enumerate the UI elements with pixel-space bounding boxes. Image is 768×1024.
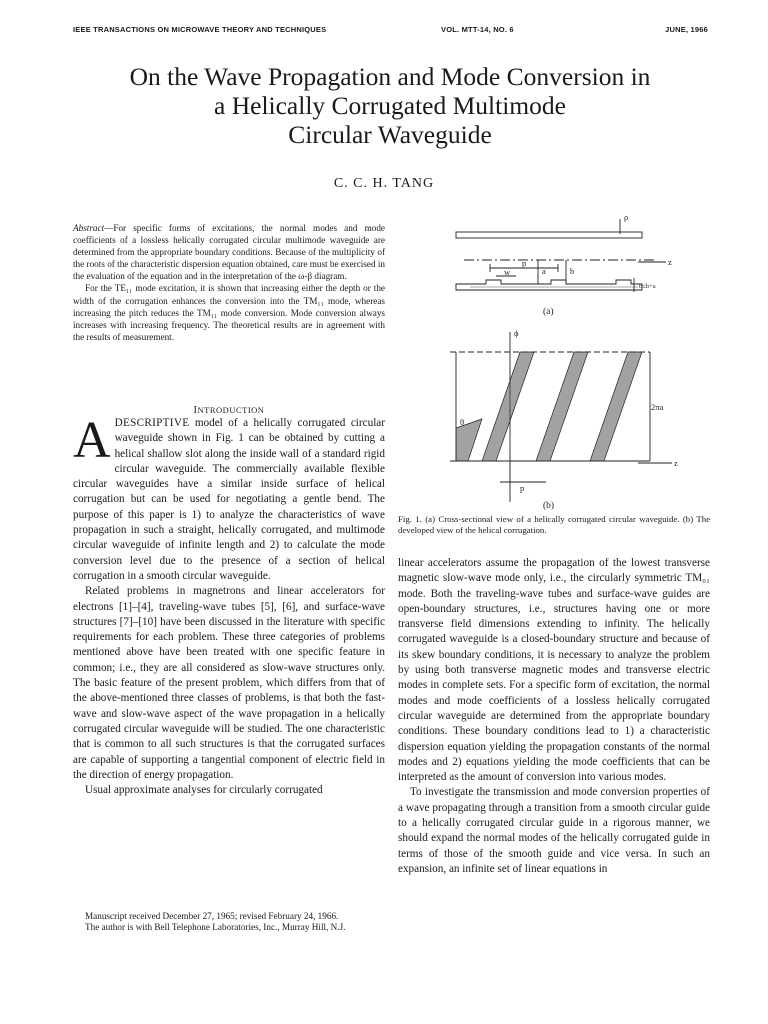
- lower-wall-corrugated: [456, 280, 642, 290]
- label-b: b: [570, 266, 575, 276]
- fig-label-a: (a): [543, 307, 554, 317]
- footnote-affiliation: The author is with Bell Telephone Laboratories, Inc., Murray Hill, N.J.: [85, 922, 346, 932]
- author-name: C. C. H. TANG: [333, 176, 435, 191]
- abstract-para-1: [73, 222, 385, 282]
- corrugation-stripes: [456, 352, 642, 461]
- section-heading-introduction: [73, 405, 385, 416]
- label-z-b: z: [674, 458, 678, 468]
- figure-1-drawing: [398, 214, 710, 512]
- abstract-para-2: For the TE₁₁ mode excitation, it is shown that increasing either the depth or the width of the corrugation enhances the conversion into the TM₁₁ mode, whereas increasing the pitch reduces the TM₁₁ mode conversion. Mode conversion always increases with increasing frequency. The theoretical results are in agreement with the results of measurement.: [73, 283, 385, 342]
- left-column-body: [73, 412, 385, 798]
- abstract-text-1: For specific forms of excitations, the normal modes and mode coefficients of a lossless helically corrugated circular multimode waveguide are determined from the appropriate boundary conditions. Because of the multiplicity of the roots of the characteristic dispersion equation obtained, care must be exercised in the evaluation of the equation and in the interpretation of the ω-β diagram.: [73, 223, 386, 282]
- intro-text-1: model of a helically corrugated circular waveguide shown in Fig. 1 can be obtained by cutting a helical shallow slot along the inside wall of a standard rigid circular waveguide. The commercially available flexible circular waveguides have a similar inside surface of helical corrugation but can be used for negotiating a gentle bend. The purpose of this paper is 1) to analyze the characteristics of wave propagation in such a straight, helically corrugated, and multimode circular waveguide of infinite length and 2) to calculate the mode conversion level due to the presence of a section of helical corrugation in a smooth circular waveguide.: [73, 417, 385, 582]
- stripe-1: [482, 352, 534, 461]
- label-w: w: [504, 267, 511, 277]
- label-rho: ρ: [624, 214, 629, 222]
- label-theta: θ: [460, 417, 465, 427]
- cross-section-view: [456, 219, 666, 292]
- running-header: [73, 25, 708, 37]
- label-bsb: b≤b+a: [639, 283, 656, 290]
- title-line-1: On the Wave Propagation and Mode Conversion in: [129, 62, 651, 91]
- journal-name: IEEE TRANSACTIONS ON MICROWAVE THEORY AND TECHNIQUES: [73, 25, 327, 34]
- title-line-3: Circular Waveguide: [288, 120, 492, 149]
- footnote-manuscript: Manuscript received December 27, 1965; revised February 24, 1966.: [85, 911, 339, 921]
- title-line-2: a Helically Corrugated Multimode: [214, 91, 566, 120]
- abstract-dash: —: [104, 223, 114, 233]
- intro-lead-word: DESCRIPTIVE: [114, 417, 190, 429]
- label-two-pi-a: 2πa: [651, 402, 664, 412]
- fig-label-b: (b): [543, 501, 555, 511]
- label-z-a: z: [668, 257, 672, 267]
- right-column-body: [398, 556, 710, 877]
- label-p-b: p: [520, 483, 525, 493]
- intro-para-1: [73, 412, 385, 584]
- abstract: [73, 222, 385, 343]
- upper-wall: [456, 232, 642, 238]
- label-a: a: [542, 266, 546, 276]
- heading-initial: I: [193, 405, 198, 416]
- abstract-label: Abstract: [73, 223, 105, 233]
- footnote: [73, 911, 385, 933]
- stripe-3: [590, 352, 642, 461]
- volume-info: VOL. MTT-14, NO. 6: [441, 25, 514, 34]
- drop-cap: A: [73, 412, 111, 469]
- heading-rest: NTRODUCTION: [197, 405, 265, 415]
- figure-1: [398, 214, 710, 512]
- paper-title: [60, 62, 720, 149]
- label-p-a: p: [522, 258, 527, 268]
- right-para-1: linear accelerators assume the propagation of the lowest transverse magnetic slow-wave mode only, i.e., the circularly symmetric TM₀₁ mode. Both the traveling-wave tubes and surface-wave guides are open-boundary structures, i.e., structures having one or more transverse field dimensions extending to infinity. The helically corrugated waveguide is a closed-boundary structure and because of its skew boundary conditions, it is necessary to analyze the problem by using both transverse magnetic modes and transverse electric modes in complete sets. For a specific form of excitation, the normal modes and mode coefficients of a lossless helically corrugated circular waveguide are determined from the appropriate boundary conditions. These boundary conditions lead to 1) a characteristic dispersion equation yielding the propagation constants of the normal modes and 2) equations yielding the mode coefficients that can be interpreted as the amount of conversion into various modes.: [398, 557, 710, 784]
- intro-para-2: Related problems in magnetrons and linear accelerators for electrons [1]–[4], traveling-wave tubes [5], [6], and surface-wave structures [7]–[10] have been discussed in the literature with specific requirements for each problem. These three categories of problems mentioned above have been treated with one specific feature in common; i.e., they are all considered as slow-wave structures only. The basic feature of the present problem, which differs from that of the above-mentioned three classes of problems, is that both the fast-wave and slow-wave aspect of the wave propagation in a helically corrugated circular waveguide will be studied. The one characteristic that is common to all such structures is that the corrugated surfaces are capable of supporting a tangential component of electric field in the direction of energy propagation.: [73, 585, 385, 781]
- right-para-2: To investigate the transmission and mode conversion properties of a wave propagating through a transition from a smooth circular guide to a helically corrugated circular guide in a rigorous manner, we should expand the normal modes of the helically corrugated guide in terms of those of the smooth guide and vice versa. In such an expansion, an infinite set of linear equations in: [398, 786, 710, 875]
- intro-para-3: Usual approximate analyses for circularly corrugated: [85, 784, 323, 797]
- issue-date: JUNE, 1966: [665, 25, 708, 34]
- stripe-2: [536, 352, 588, 461]
- figure-1-caption: Fig. 1. (a) Cross-sectional view of a helically corrugated circular waveguide. (b) The developed view of the helical corrugation.: [398, 514, 710, 535]
- label-phi: ϕ: [514, 328, 519, 338]
